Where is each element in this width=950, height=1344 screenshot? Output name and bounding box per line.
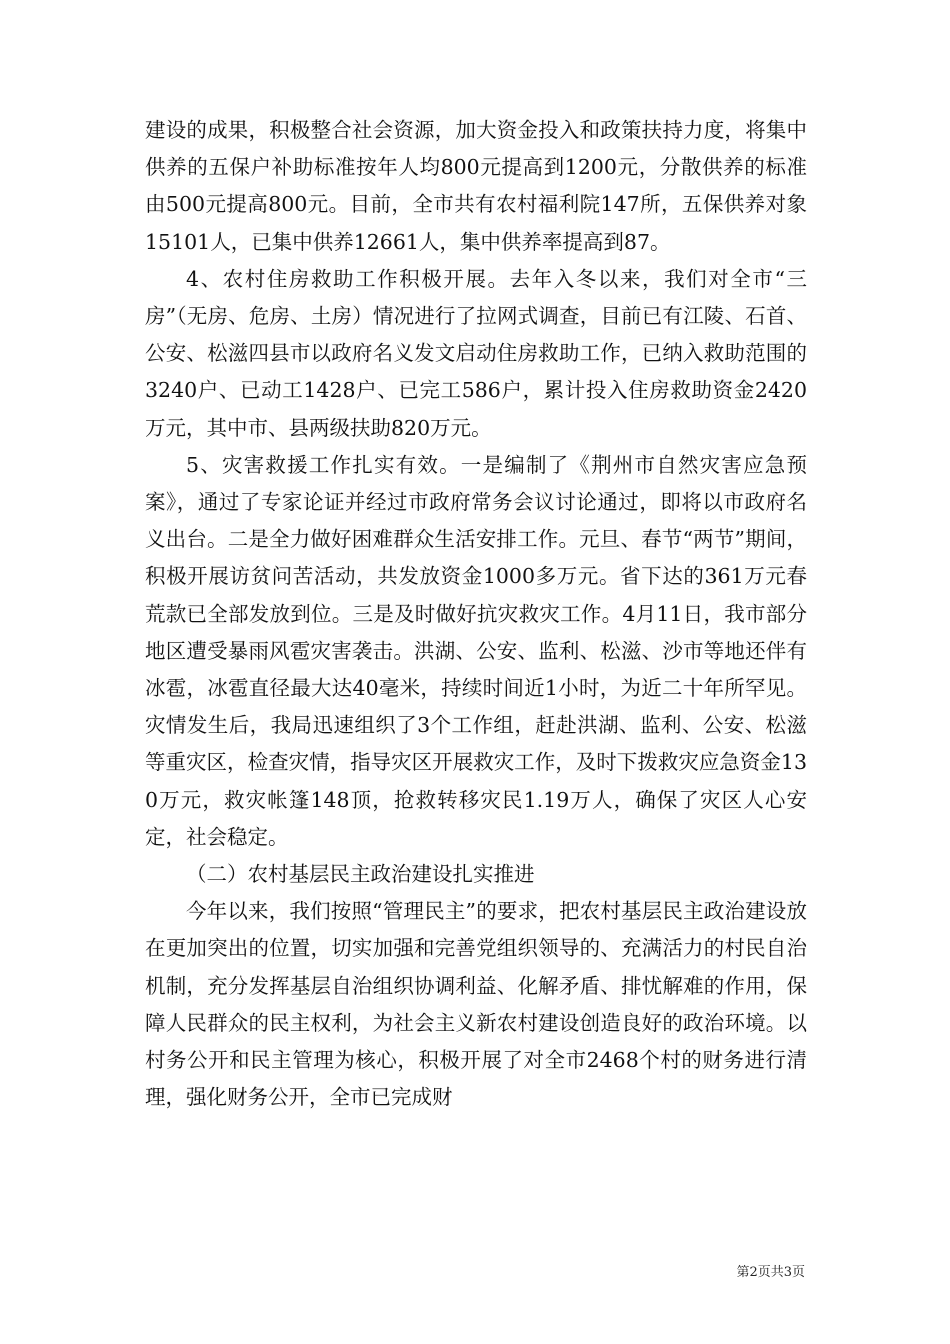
paragraph-housing-assistance: 4、农村住房救助工作积极开展。去年入冬以来，我们对全市“三房”（无房、危房、土房）情况进行了拉网式调查，目前已有江陵、石首、公安、松滋四县市以政府名义发文启动住房救助工作，已纳入救助范围的3240户、已动工1428户、已完工586户，累计投入住房救助资金2420万元，其中市、县两级扶助820万元。 — [145, 266, 807, 440]
paragraph-disaster-relief: 5、灾害救援工作扎实有效。一是编制了《荆州市自然灾害应急预案》，通过了专家论证并经过市政府常务会议讨论通过，即将以市政府名义出台。二是全力做好困难群众生活安排工作。元旦、春节“两节”期间，积极开展访贫问苦活动，共发放资金1000多万元。省下达的361万元春荒款已全部发放到位。三是及时做好抗灾救灾工作。4月11日，我市部分地区遭受暴雨风雹灾害袭击。洪湖、公安、监利、松滋、沙市等地还伴有冰雹，冰雹直径最大达40毫米，持续时间近1小时，为近二十年所罕见。灾情发生后，我局迅速组织了3个工作组，赶赴洪湖、监利、公安、松滋等重灾区，检查灾情，指导灾区开展救灾工作，及时下拨救灾应急资金130万元，救灾帐篷148顶，抢救转移灾民1.19万人，确保了灾区人心安定，社会稳定。 — [145, 452, 807, 849]
paragraph-village-self-governance: 今年以来，我们按照“管理民主”的要求，把农村基层民主政治建设放在更加突出的位置，切实加强和完善党组织领导的、充满活力的村民自治机制，充分发挥基层自治组织协调利益、化解矛盾、排忧解难的作用，保障人民群众的民主权利，为社会主义新农村建设创造良好的政治环境。以村务公开和民主管理为核心，积极开展了对全市2468个村的财务进行清理，强化财务公开，全市已完成财 — [145, 899, 807, 1110]
paragraph-welfare-results: 建设的成果，积极整合社会资源，加大资金投入和政策扶持力度，将集中供养的五保户补助标准按年人均800元提高到1200元，分散供养的标准由500元提高800元。目前，全市共有农村福利院147所，五保供养对象15101人，已集中供养12661人，集中供养率提高到87。 — [145, 118, 807, 254]
section-heading-grassroots-democracy: （二）农村基层民主政治建设扎实推进 — [186, 862, 535, 887]
page-number-footer: 第2页共3页 — [736, 1265, 805, 1280]
document-body — [145, 112, 807, 1116]
